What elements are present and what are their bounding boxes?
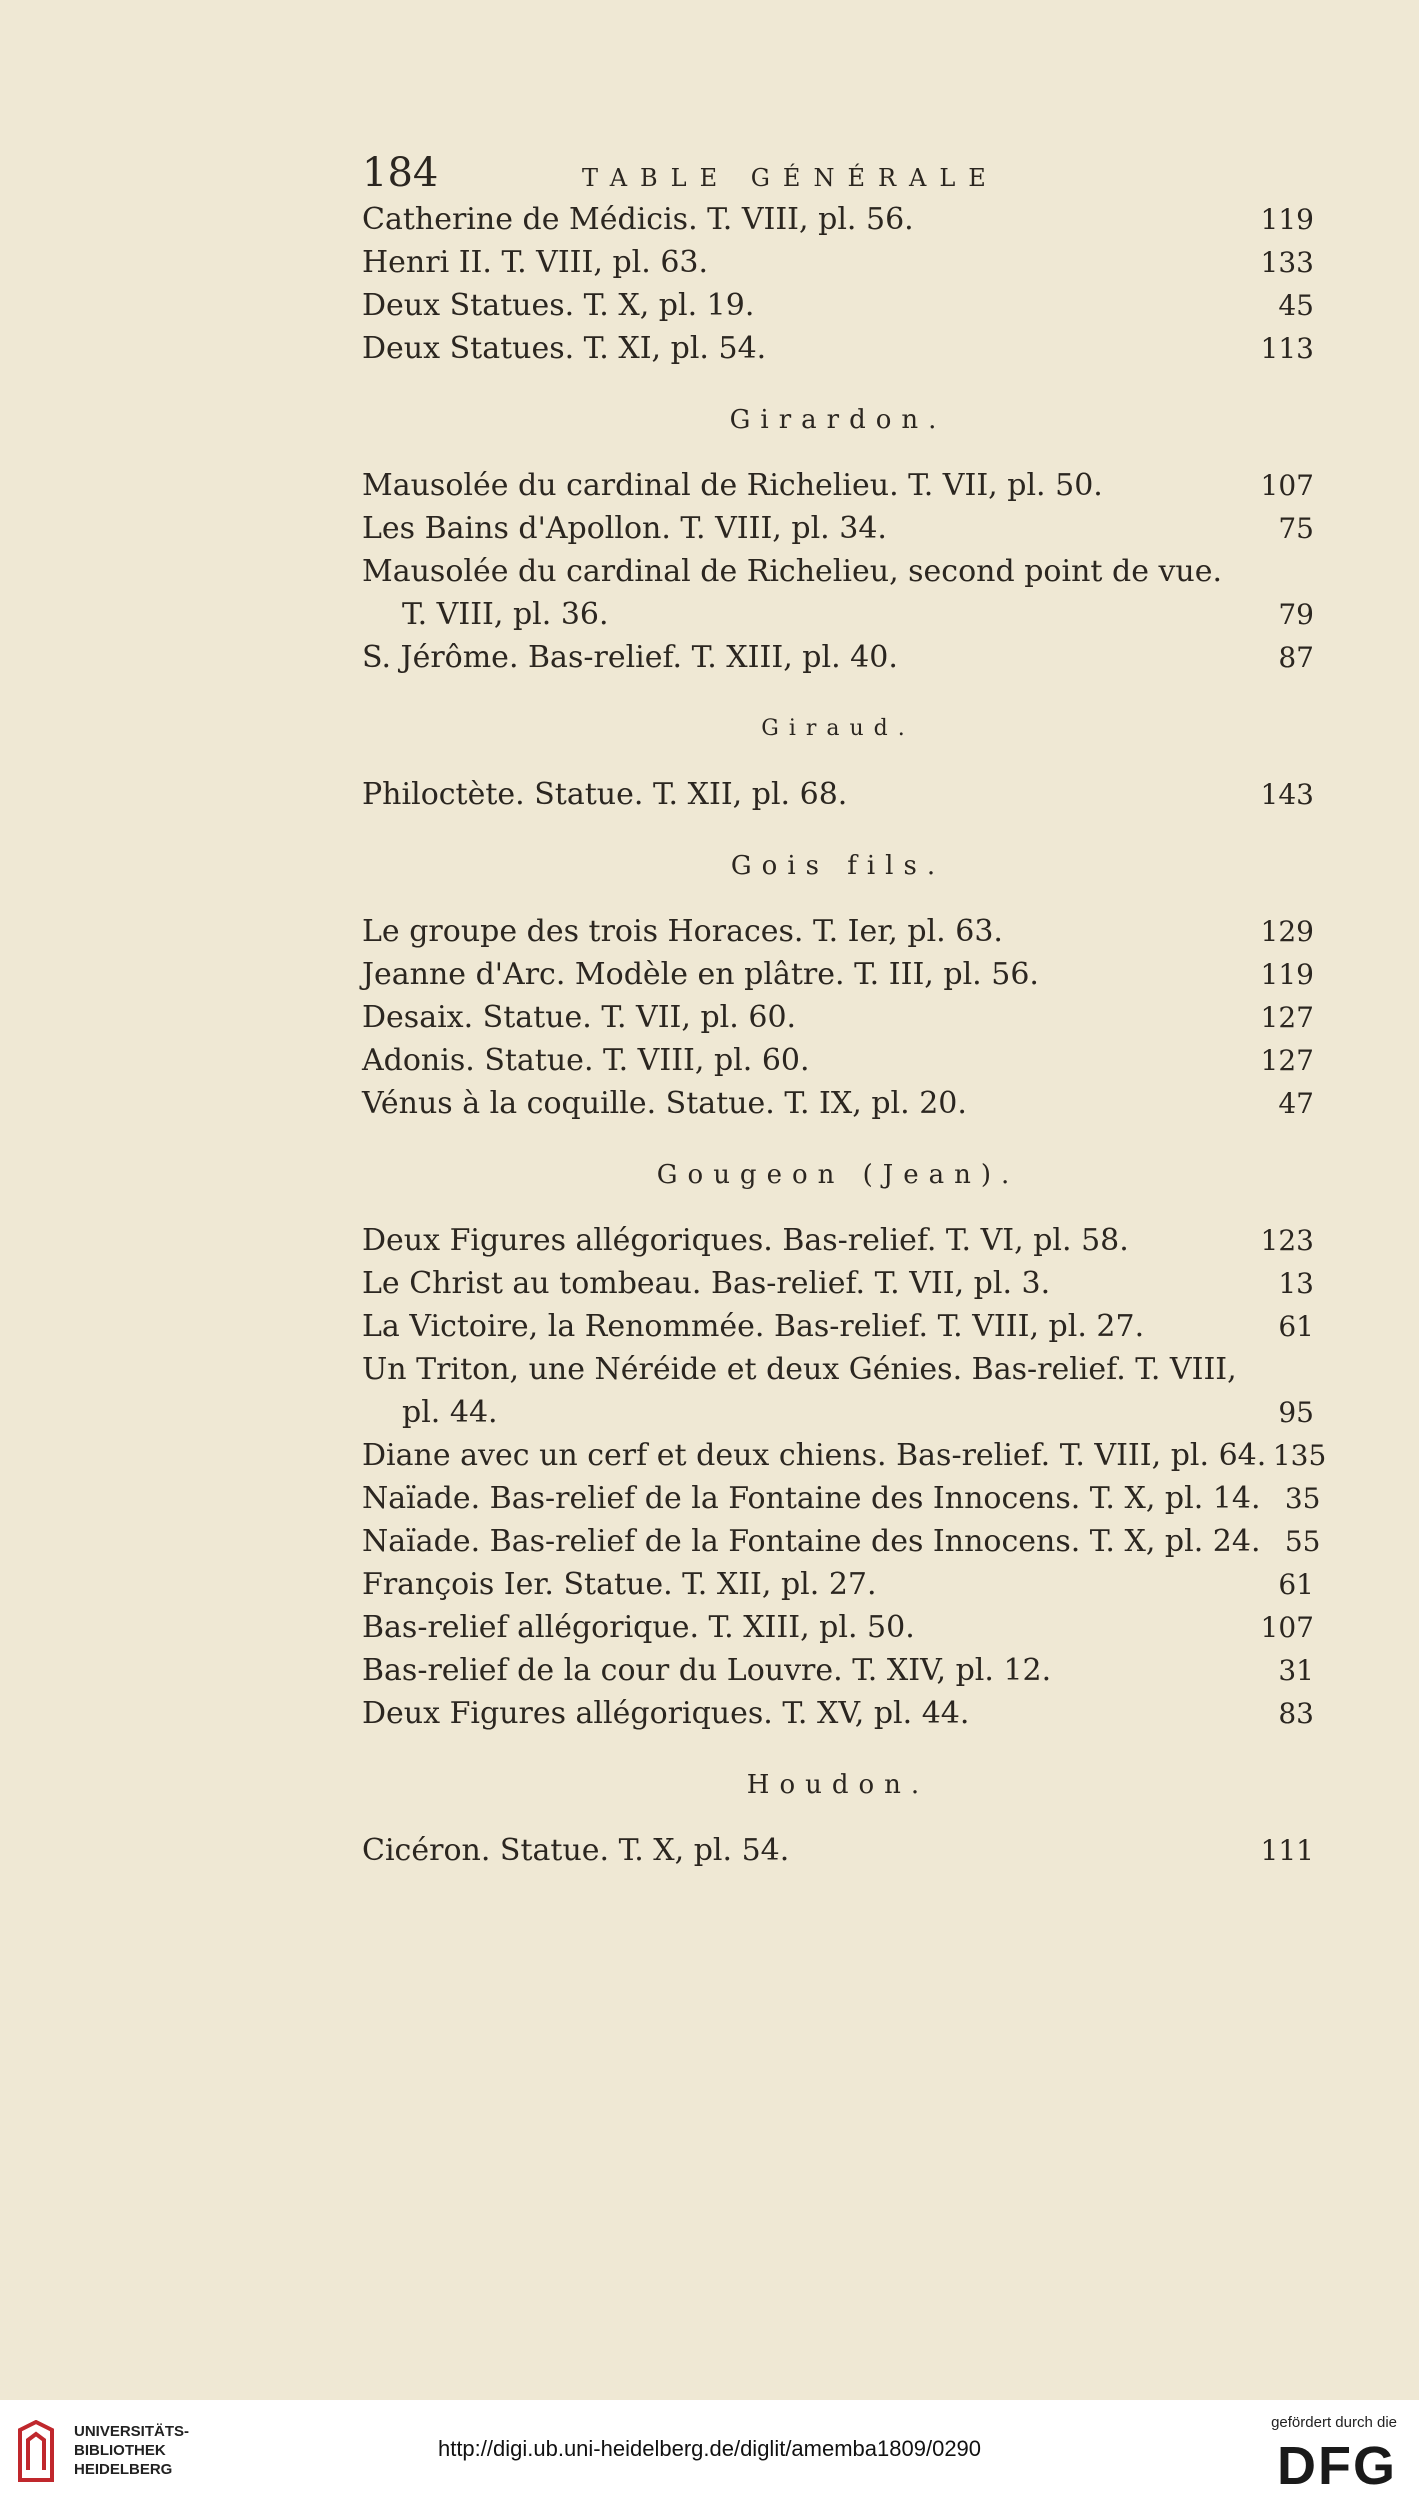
entry-title: Naïade. Bas-relief de la Fontaine des Innocens. T. X, pl. 14. xyxy=(362,1481,1261,1516)
entry-title: S. Jérôme. Bas-relief. T. XIII, pl. 40. xyxy=(362,640,898,675)
entry-title: François Ier. Statue. T. XII, pl. 27. xyxy=(362,1567,877,1602)
entry-title: Catherine de Médicis. T. VIII, pl. 56. xyxy=(362,202,914,237)
entry-title: Bas-relief de la cour du Louvre. T. XIV, pl. 12. xyxy=(362,1653,1052,1688)
entry-page: 111 xyxy=(1260,1834,1314,1867)
entry-title: Un Triton, une Néréide et deux Génies. Bas-relief. T. VIII, xyxy=(362,1352,1237,1387)
index-entry xyxy=(362,1434,1327,1477)
entry-page: 113 xyxy=(1260,332,1314,365)
index-entry xyxy=(362,1082,1314,1125)
index-entry xyxy=(362,241,1314,284)
entry-page: 119 xyxy=(1260,958,1314,991)
entry-page: 127 xyxy=(1260,1001,1314,1034)
entry-title: Naïade. Bas-relief de la Fontaine des Innocens. T. X, pl. 24. xyxy=(362,1524,1261,1559)
index-entry xyxy=(362,1606,1314,1649)
index-entry xyxy=(362,996,1314,1039)
index-entry xyxy=(362,1649,1314,1692)
entry-title: Le Christ au tombeau. Bas-relief. T. VII, pl. 3. xyxy=(362,1266,1051,1301)
entry-page: 95 xyxy=(1278,1396,1314,1429)
index-entry xyxy=(362,284,1314,327)
section-giraud xyxy=(362,773,1314,816)
funding-caption: gefördert durch die xyxy=(1271,2414,1397,2431)
section-girardon xyxy=(362,464,1314,679)
dfg-logo: DFG xyxy=(1277,2436,1397,2496)
entry-title: T. VIII, pl. 36. xyxy=(402,597,609,632)
index-entry xyxy=(362,636,1314,679)
index-entry xyxy=(362,1262,1314,1305)
index-entry xyxy=(362,1039,1314,1082)
entry-page: 123 xyxy=(1260,1224,1314,1257)
entry-page: 35 xyxy=(1284,1482,1321,1515)
entry-title: Deux Figures allégoriques. T. XV, pl. 44. xyxy=(362,1696,970,1731)
entry-page: 83 xyxy=(1278,1697,1314,1730)
entry-page: 13 xyxy=(1278,1267,1314,1300)
entry-page: 87 xyxy=(1278,641,1314,674)
entry-title: Jeanne d'Arc. Modèle en plâtre. T. III, pl. 56. xyxy=(362,957,1039,992)
index-entry xyxy=(362,507,1314,550)
index-entry xyxy=(362,550,1314,593)
section-goujon xyxy=(362,1219,1327,1735)
entry-page: 107 xyxy=(1260,469,1314,502)
artist-heading-giraud: Giraud. xyxy=(761,716,915,741)
entry-page: 127 xyxy=(1260,1044,1314,1077)
running-title: TABLE GÉNÉRALE xyxy=(582,164,999,192)
entry-page: 129 xyxy=(1260,915,1314,948)
index-entry xyxy=(362,327,1314,370)
artist-heading-houdon: Houdon. xyxy=(746,1770,930,1800)
index-entry xyxy=(362,1829,1314,1872)
entry-title: Desaix. Statue. T. VII, pl. 60. xyxy=(362,1000,797,1035)
entry-page: 75 xyxy=(1278,512,1314,545)
entry-title: Deux Statues. T. X, pl. 19. xyxy=(362,288,755,323)
entry-page: 55 xyxy=(1284,1525,1321,1558)
entry-title: pl. 44. xyxy=(402,1395,498,1430)
section-top-entries xyxy=(362,198,1314,370)
index-entry xyxy=(362,1219,1314,1262)
entry-title: Mausolée du cardinal de Richelieu, second point de vue. xyxy=(362,554,1223,589)
entry-page: 61 xyxy=(1278,1310,1314,1343)
library-name-line: UNIVERSITÄTS- xyxy=(74,2423,190,2440)
entry-title: Vénus à la coquille. Statue. T. IX, pl. 20. xyxy=(362,1086,967,1121)
entry-title: Cicéron. Statue. T. X, pl. 54. xyxy=(362,1833,790,1868)
entry-page: 133 xyxy=(1260,246,1314,279)
permalink-url[interactable]: http://digi.ub.uni-heidelberg.de/diglit/amemba1809/0290 xyxy=(437,2436,982,2461)
entry-title: Diane avec un cerf et deux chiens. Bas-relief. T. VIII, pl. 64. xyxy=(362,1438,1267,1473)
entry-title: Adonis. Statue. T. VIII, pl. 60. xyxy=(362,1043,810,1078)
entry-title: Deux Statues. T. XI, pl. 54. xyxy=(362,331,767,366)
entry-title: Le groupe des trois Horaces. T. Ier, pl. 63. xyxy=(362,914,1003,949)
index-entry xyxy=(362,1520,1321,1563)
entry-page: 135 xyxy=(1272,1439,1327,1472)
index-entry xyxy=(362,1477,1321,1520)
index-entry xyxy=(362,1692,1314,1735)
entry-page: 143 xyxy=(1260,778,1314,811)
page-header xyxy=(362,150,1314,196)
entry-page: 107 xyxy=(1260,1611,1314,1644)
entry-page: 31 xyxy=(1278,1654,1314,1687)
index-entry xyxy=(362,953,1314,996)
index-entry xyxy=(362,198,1314,241)
entry-page: 47 xyxy=(1278,1087,1314,1120)
entry-title: Philoctète. Statue. T. XII, pl. 68. xyxy=(362,777,848,812)
entry-page: 79 xyxy=(1278,598,1314,631)
section-gois xyxy=(362,910,1314,1125)
index-entry xyxy=(362,773,1314,816)
library-name-line: HEIDELBERG xyxy=(74,2461,173,2478)
viewer-footer xyxy=(0,2400,1419,2503)
entry-title: Henri II. T. VIII, pl. 63. xyxy=(362,245,709,280)
library-name-line: BIBLIOTHEK xyxy=(74,2442,166,2459)
index-entry xyxy=(362,1348,1314,1391)
index-entry xyxy=(362,464,1314,507)
entry-page: 119 xyxy=(1260,203,1314,236)
entry-title: La Victoire, la Renommée. Bas-relief. T. VIII, pl. 27. xyxy=(362,1309,1145,1344)
index-entry-continuation xyxy=(362,593,1314,636)
entry-page: 61 xyxy=(1278,1568,1314,1601)
entry-title: Les Bains d'Apollon. T. VIII, pl. 34. xyxy=(362,511,887,546)
index-entry-continuation xyxy=(362,1391,1314,1434)
artist-heading-goujon: Gougeon (Jean). xyxy=(656,1160,1020,1190)
artist-heading-gois: Gois fils. xyxy=(730,851,946,881)
index-entry xyxy=(362,910,1314,953)
page-content xyxy=(362,150,1327,1872)
entry-title: Deux Figures allégoriques. Bas-relief. T. VI, pl. 58. xyxy=(362,1223,1129,1258)
section-houdon xyxy=(362,1829,1314,1872)
page-number: 184 xyxy=(362,150,439,196)
index-entry xyxy=(362,1563,1314,1606)
index-entry xyxy=(362,1305,1314,1348)
entry-title: Mausolée du cardinal de Richelieu. T. VII, pl. 50. xyxy=(362,468,1103,503)
entry-page: 45 xyxy=(1278,289,1314,322)
artist-heading-girardon: Girardon. xyxy=(729,405,947,435)
entry-title: Bas-relief allégorique. T. XIII, pl. 50. xyxy=(362,1610,915,1645)
